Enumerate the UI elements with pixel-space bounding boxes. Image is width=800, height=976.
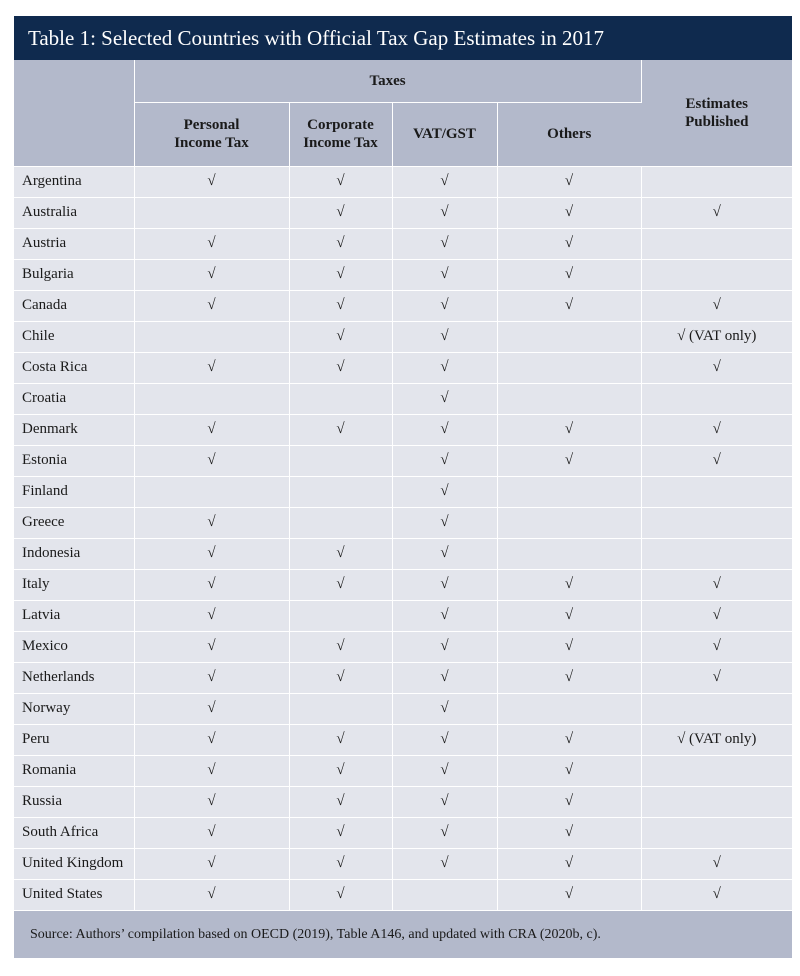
table-cell: √ [289,569,392,600]
table-cell: √ [392,476,497,507]
table-cell: √ [289,290,392,321]
table-cell: √ [289,724,392,755]
table-cell: √ [289,228,392,259]
table-cell: √ [392,352,497,383]
table-cell: √ [392,786,497,817]
table-cell: √ [134,848,289,879]
country-name: Australia [14,197,134,228]
column-header-others: Others [497,102,641,166]
table-cell: √ [392,414,497,445]
table-cell: √ [289,538,392,569]
table-cell: √ [641,414,792,445]
table-row [14,724,792,755]
table-cell: √ [641,569,792,600]
table-cell [497,507,641,538]
table-cell: √ [392,445,497,476]
table-cell: √ [641,197,792,228]
table-cell [497,476,641,507]
table-cell: √ [134,724,289,755]
table-cell: √ [134,538,289,569]
column-header-vat-gst: VAT/GST [392,102,497,166]
table-cell: √ [134,445,289,476]
table-row [14,352,792,383]
table-cell: √ [392,228,497,259]
taxes-group-header: Taxes [134,60,641,102]
country-name: Canada [14,290,134,321]
country-name: Argentina [14,166,134,197]
table-cell [289,383,392,414]
table-cell: √ [289,879,392,910]
table-cell: √ (VAT only) [641,321,792,352]
table-cell: √ [497,817,641,848]
country-name: Mexico [14,631,134,662]
country-name: Russia [14,786,134,817]
table-row [14,569,792,600]
table-cell: √ [392,724,497,755]
table-row [14,383,792,414]
table-cell [289,445,392,476]
table-cell: √ [134,879,289,910]
table-cell: √ [392,693,497,724]
table-cell [289,693,392,724]
table-row [14,321,792,352]
table-cell: √ [497,228,641,259]
table-cell: √ [497,414,641,445]
table-row [14,414,792,445]
table-cell: √ [392,631,497,662]
table-cell: √ [497,569,641,600]
table-cell [641,228,792,259]
country-name: Austria [14,228,134,259]
country-name: Norway [14,693,134,724]
table-cell: √ [134,507,289,538]
country-name: Italy [14,569,134,600]
table-row [14,228,792,259]
table-cell: √ [497,166,641,197]
table-cell: √ [289,352,392,383]
table-cell: √ [134,600,289,631]
table-cell: √ [289,166,392,197]
table-cell [497,383,641,414]
table-cell: √ [497,259,641,290]
country-name: Chile [14,321,134,352]
table-cell [134,197,289,228]
table-cell: √ [641,631,792,662]
table-row [14,755,792,786]
table-cell: √ [134,662,289,693]
table-cell [641,817,792,848]
country-name: South Africa [14,817,134,848]
table-cell: √ [392,197,497,228]
table-cell [497,693,641,724]
country-name: Romania [14,755,134,786]
table-cell: √ [134,786,289,817]
table-cell: √ [641,352,792,383]
table-cell: √ [134,755,289,786]
table-cell: √ [289,197,392,228]
column-header-corporate-income-tax: Corporate Income Tax [289,102,392,166]
table-cell: √ [289,321,392,352]
table-cell [641,755,792,786]
table-cell: √ [134,166,289,197]
country-name: Netherlands [14,662,134,693]
table-cell: √ [497,755,641,786]
table-cell: √ [641,290,792,321]
country-name: Estonia [14,445,134,476]
table-cell [641,693,792,724]
table-cell: √ [289,786,392,817]
table-cell [134,321,289,352]
table-cell: √ [497,879,641,910]
table-row [14,817,792,848]
table-cell [289,507,392,538]
table-cell: √ [641,600,792,631]
table-cell: √ [497,724,641,755]
table-row [14,631,792,662]
table-cell: √ [392,383,497,414]
table-cell: √ [392,166,497,197]
table-cell [392,879,497,910]
table-cell: √ [289,259,392,290]
table-cell: √ [289,817,392,848]
table-row [14,600,792,631]
country-name: Indonesia [14,538,134,569]
table-row [14,693,792,724]
table-cell: √ [392,259,497,290]
country-name: United States [14,879,134,910]
table-cell: √ [134,631,289,662]
country-name: Latvia [14,600,134,631]
country-name: Denmark [14,414,134,445]
table-row [14,507,792,538]
table-cell: √ [134,228,289,259]
table-cell: √ [392,321,497,352]
estimates-published-header: Estimates Published [641,60,792,166]
table-cell [641,476,792,507]
table-cell: √ [289,631,392,662]
table-cell: √ [392,290,497,321]
table-cell [641,383,792,414]
table-cell: √ [289,662,392,693]
table-cell: √ [497,786,641,817]
country-name: Finland [14,476,134,507]
table-cell: √ [134,290,289,321]
table-cell: √ [641,879,792,910]
column-header-personal-income-tax: Personal Income Tax [134,102,289,166]
table-cell [641,166,792,197]
table-title: Table 1: Selected Countries with Official Tax Gap Estimates in 2017 [14,16,792,60]
table-row [14,259,792,290]
table-row [14,290,792,321]
header-corner [14,60,134,166]
table-cell: √ [641,848,792,879]
table-row [14,662,792,693]
table-cell [497,538,641,569]
table-cell: √ [497,662,641,693]
table-cell: √ [392,569,497,600]
table-cell: √ [392,507,497,538]
table-cell: √ [134,569,289,600]
tax-gap-table [14,60,792,911]
table-cell: √ [497,600,641,631]
country-name: Costa Rica [14,352,134,383]
table-cell [497,352,641,383]
table-cell [641,259,792,290]
table-cell: √ [134,414,289,445]
tax-gap-table-figure [14,16,792,958]
table-cell [134,476,289,507]
table-cell: √ [392,848,497,879]
table-cell: √ [134,693,289,724]
table-cell: √ [497,631,641,662]
source-note: Source: Authors’ compilation based on OECD (2019), Table A146, and updated with CRA (2020b, c). [14,911,792,958]
table-cell [641,507,792,538]
table-cell: √ [497,197,641,228]
table-cell: √ [641,445,792,476]
table-row [14,879,792,910]
table-row [14,166,792,197]
country-name: United Kingdom [14,848,134,879]
table-cell [289,600,392,631]
table-cell: √ [392,662,497,693]
table-row [14,538,792,569]
table-cell: √ [134,352,289,383]
table-cell [641,786,792,817]
table-cell: √ [289,755,392,786]
table-cell [641,538,792,569]
country-name: Croatia [14,383,134,414]
table-cell: √ [289,414,392,445]
table-cell: √ [134,817,289,848]
table-cell: √ [497,848,641,879]
table-cell: √ [497,290,641,321]
country-name: Bulgaria [14,259,134,290]
table-row [14,197,792,228]
table-cell: √ [392,755,497,786]
table-row [14,445,792,476]
table-row [14,476,792,507]
table-cell: √ [392,817,497,848]
table-cell: √ [289,848,392,879]
table-cell: √ [641,662,792,693]
table-cell: √ [134,259,289,290]
table-row [14,786,792,817]
table-row [14,848,792,879]
table-cell: √ (VAT only) [641,724,792,755]
table-cell: √ [497,445,641,476]
table-cell [289,476,392,507]
country-name: Peru [14,724,134,755]
table-cell [497,321,641,352]
table-cell: √ [392,538,497,569]
table-cell: √ [392,600,497,631]
table-cell [134,383,289,414]
country-name: Greece [14,507,134,538]
